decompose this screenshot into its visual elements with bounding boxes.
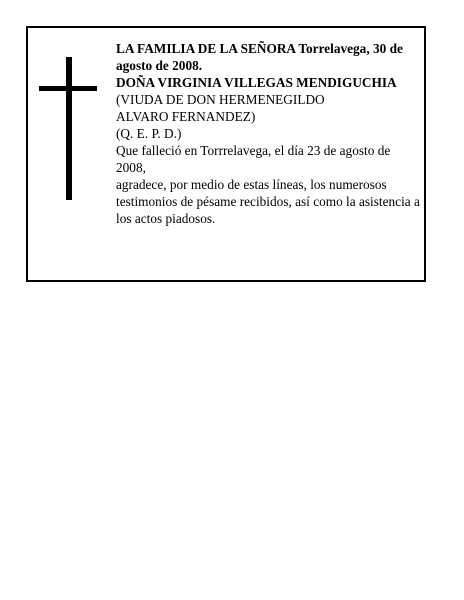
deceased-name: DOÑA VIRGINIA VILLEGAS MENDIGUCHIA bbox=[116, 75, 397, 90]
passing-statement: Que falleció en Torrrelavega, el día 23 de agosto de 2008, bbox=[116, 143, 391, 175]
cross-vertical-bar bbox=[66, 57, 72, 200]
thanks-statement: agradece, por medio de estas líneas, los numerosos testimonios de pésame recibidos, así como la asistencia a los actos piadosos. bbox=[116, 177, 420, 226]
obituary-notice bbox=[26, 26, 426, 282]
widow-line-2: ALVARO FERNANDEZ) bbox=[116, 109, 256, 124]
cross-horizontal-bar bbox=[39, 86, 97, 91]
notice-text bbox=[116, 40, 421, 227]
widow-line-1: (VIUDA DE DON HERMENEGILDO bbox=[116, 92, 325, 107]
notice-heading: LA FAMILIA DE LA SEÑORA Torrelavega, 30 de agosto de 2008. bbox=[116, 41, 403, 73]
rip-line: (Q. E. P. D.) bbox=[116, 126, 182, 141]
